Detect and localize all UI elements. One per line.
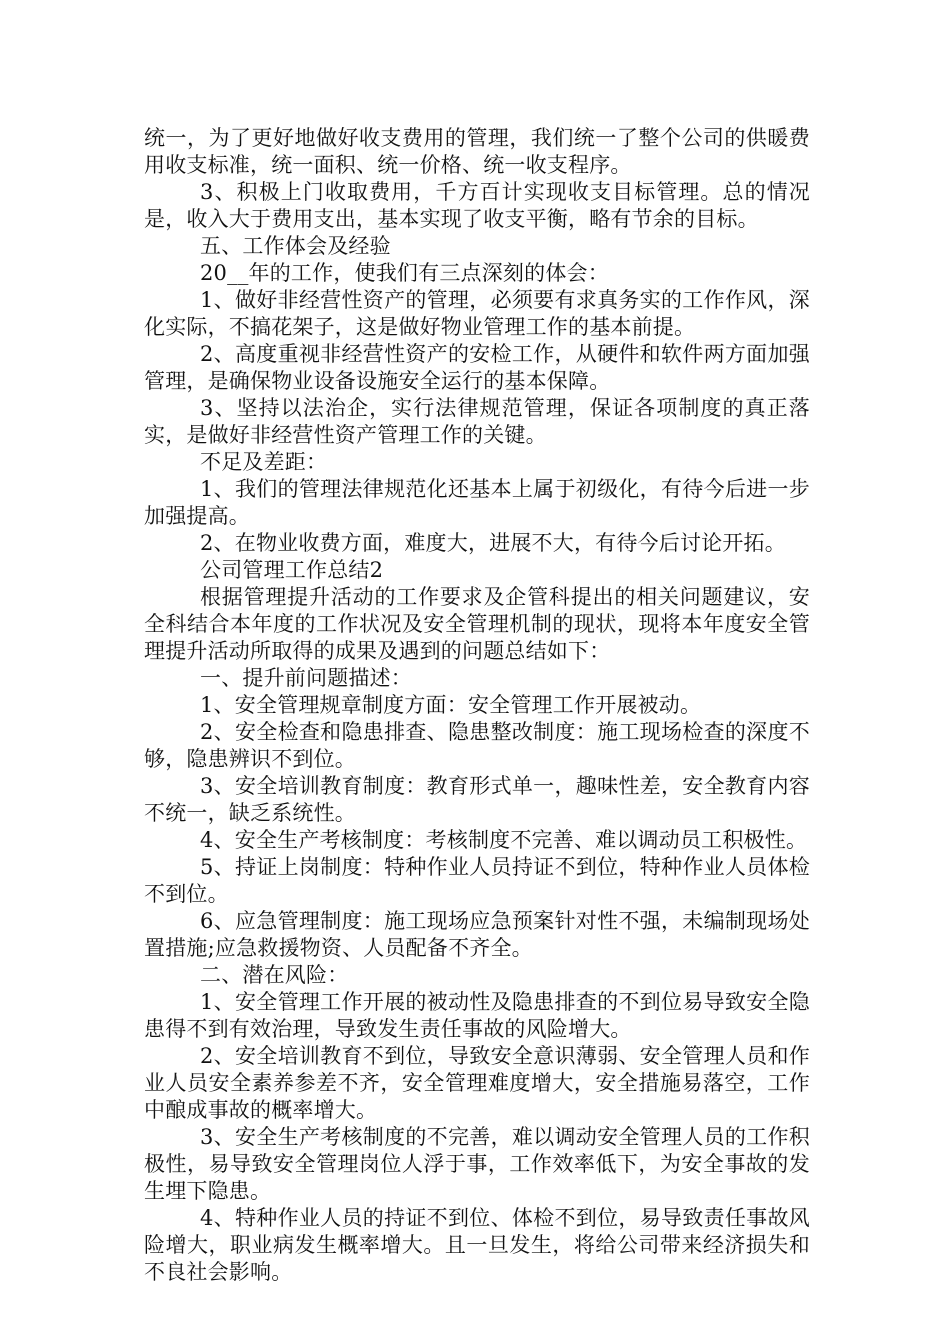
paragraph: 20__年的工作，使我们有三点深刻的体会： — [200, 261, 609, 285]
section-heading: 二、潜在风险： — [200, 963, 349, 987]
document-title: 公司管理工作总结2 — [200, 558, 384, 582]
paragraph: 3、安全培训教育制度：教育形式单一，趣味性差，安全教育内容不统一，缺乏系统性。 — [144, 774, 810, 825]
paragraph: 统一，为了更好地做好收支费用的管理，我们统一了整个公司的供暖费用收支标准，统一面积、统一价格、统一收支程序。 — [144, 126, 810, 177]
paragraph: 1、做好非经营性资产的管理，必须要有求真务实的工作作风，深化实际，不搞花架子，这是做好物业管理工作的基本前提。 — [144, 288, 810, 339]
paragraph: 4、安全生产考核制度：考核制度不完善、难以调动员工积极性。 — [200, 828, 808, 852]
paragraph: 3、坚持以法治企，实行法律规范管理，保证各项制度的真正落实，是做好非经营性资产管理工作的关键。 — [144, 396, 810, 447]
paragraph: 2、高度重视非经营性资产的安检工作，从硬件和软件两方面加强管理，是确保物业设备设施安全运行的基本保障。 — [144, 342, 810, 393]
section-heading: 五、工作体会及经验 — [200, 234, 391, 258]
paragraph: 1、安全管理规章制度方面：安全管理工作开展被动。 — [200, 693, 702, 717]
paragraph: 1、我们的管理法律规范化还基本上属于初级化，有待今后进一步加强提高。 — [144, 477, 810, 528]
paragraph: 根据管理提升活动的工作要求及企管科提出的相关问题建议，安全科结合本年度的工作状况及安全管理机制的现状，现将本年度安全管理提升活动所取得的成果及遇到的问题总结如下： — [144, 585, 810, 663]
section-heading: 一、提升前问题描述： — [200, 666, 412, 690]
paragraph: 6、应急管理制度：施工现场应急预案针对性不强，未编制现场处置措施;应急救援物资、人员配备不齐全。 — [144, 909, 810, 960]
paragraph: 2、在物业收费方面，难度大，进展不大，有待今后讨论开拓。 — [200, 531, 786, 555]
paragraph: 2、安全检查和隐患排查、隐患整改制度：施工现场检查的深度不够，隐患辨识不到位。 — [144, 720, 810, 771]
paragraph: 5、持证上岗制度：特种作业人员持证不到位，特种作业人员体检不到位。 — [144, 855, 810, 906]
paragraph: 2、安全培训教育不到位，导致安全意识薄弱、安全管理人员和作业人员安全素养参差不齐，安全管理难度增大，安全措施易落空，工作中酿成事故的概率增大。 — [144, 1044, 810, 1122]
paragraph: 1、安全管理工作开展的被动性及隐患排查的不到位易导致安全隐患得不到有效治理，导致发生责任事故的风险增大。 — [144, 990, 810, 1041]
paragraph: 4、特种作业人员的持证不到位、体检不到位，易导致责任事故风险增大，职业病发生概率增大。且一旦发生，将给公司带来经济损失和不良社会影响。 — [144, 1206, 810, 1284]
paragraph: 3、安全生产考核制度的不完善，难以调动安全管理人员的工作积极性，易导致安全管理岗位人浮于事，工作效率低下，为安全事故的发生埋下隐患。 — [144, 1125, 810, 1203]
section-heading: 不足及差距： — [200, 450, 328, 474]
paragraph: 3、积极上门收取费用，千方百计实现收支目标管理。总的情况是，收入大于费用支出，基本实现了收支平衡，略有节余的目标。 — [144, 180, 810, 231]
document-body — [144, 125, 810, 1286]
